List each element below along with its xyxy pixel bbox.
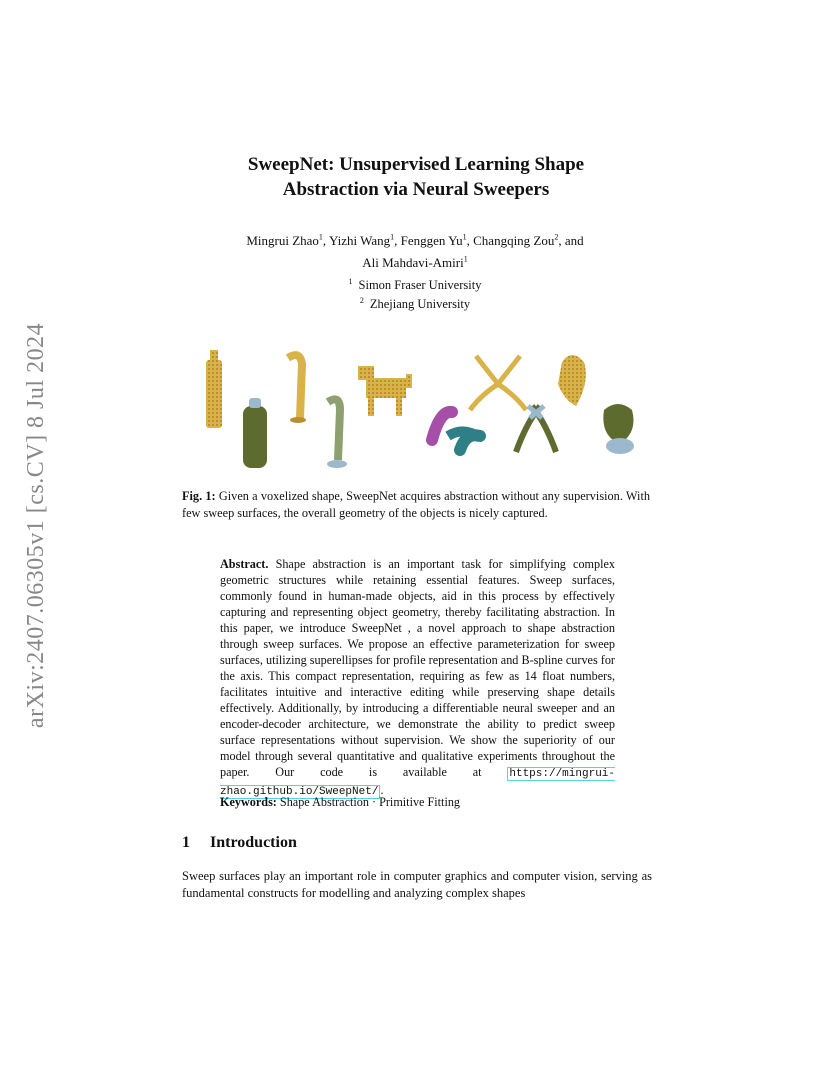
- author: Changqing Zou$^2$, and: [473, 233, 584, 249]
- sweep-scissors-shape: [516, 406, 556, 452]
- affiliation: $^1$ Simon Fraser University: [348, 277, 482, 293]
- sweep-bottle-shape: [243, 398, 267, 468]
- voxel-dog-shape: [358, 366, 412, 416]
- sweep-dog-shape: [432, 412, 480, 450]
- arxiv-watermark: [20, 300, 54, 750]
- abstract-end: .: [380, 783, 384, 797]
- author: Ali Mahdavi-Amiri$^1$: [362, 254, 468, 270]
- sweep-vase-shape: [603, 404, 634, 454]
- title-line-1: SweepNet: Unsupervised Learning Shape: [247, 154, 585, 175]
- affiliations: [300, 274, 530, 312]
- figure-caption-text: Given a voxelized shape, SweepNet acquires abstraction without any supervision. With few sweep surfaces, the overall geometry of the objects is nicely captured.: [182, 489, 651, 520]
- author-list: [200, 229, 630, 272]
- author: Yizhi Wang$^1$,: [328, 233, 401, 249]
- keywords: [220, 794, 615, 810]
- figure-caption: [182, 488, 650, 522]
- teaser-figure: [180, 340, 650, 480]
- abstract-label: Abstract.: [220, 557, 269, 571]
- author: Mingrui Zhao$^1$,: [246, 233, 329, 249]
- title-line-2: Abstraction via Neural Sweepers: [282, 179, 550, 200]
- section-number: 1: [182, 834, 190, 851]
- voxel-bottle-shape: [206, 350, 222, 428]
- section-heading: [182, 834, 297, 852]
- voxel-vase-shape: [558, 355, 586, 406]
- keywords-label: Keywords:: [220, 795, 277, 809]
- abstract: [220, 556, 615, 800]
- author: Fenggen Yu$^1$,: [400, 233, 474, 249]
- sweep-pipe-shape: [327, 399, 347, 468]
- voxel-scissors-shape: [470, 356, 526, 410]
- figure-caption-label: Fig. 1:: [182, 489, 216, 503]
- voxel-pipe-shape: [288, 355, 306, 423]
- intro-paragraph: Sweep surfaces play an important role in computer graphics and computer vision, serving as fundamental constructs for modelling and analyzing complex shapes: [182, 869, 652, 900]
- section-title: Introduction: [210, 834, 297, 851]
- project-link[interactable]: https://mingrui-zhao.github.io/SweepNet/: [220, 768, 615, 798]
- paper-title: [160, 152, 672, 202]
- affiliation: $^2$ Zhejiang University: [359, 296, 471, 312]
- arxiv-id: arXiv:2407.06305v1 [cs.CV] 8 Jul 2024: [23, 322, 50, 728]
- keywords-text: Shape Abstraction · Primitive Fitting: [279, 795, 461, 809]
- abstract-text: Shape abstraction is an important task for simplifying complex geometric structures while retaining essential features. Sweep surfaces, commonly found in human-made objects, aid in this process by effectively capturing and representing object geometry, thereby facilitating abstraction. In this paper, we introduce SweepNet , a novel approach to shape abstraction through sweep surfaces. We propose an effective parameterization for sweep surfaces, utilizing superellipses for profile representation and B-spline curves for the axis. This compact representation, requiring as few as 14 float numbers, facilitates intuitive and interactive editing while preserving shape details effectively. Additionally, by introducing a differentiable neural sweeper and an encoder-decoder architecture, we demonstrate the ability to predict sweep surface representations without supervision. We show the superiority of our model through several quantitative and qualitative experiments throughout the paper. Our code is available at: [220, 557, 615, 779]
